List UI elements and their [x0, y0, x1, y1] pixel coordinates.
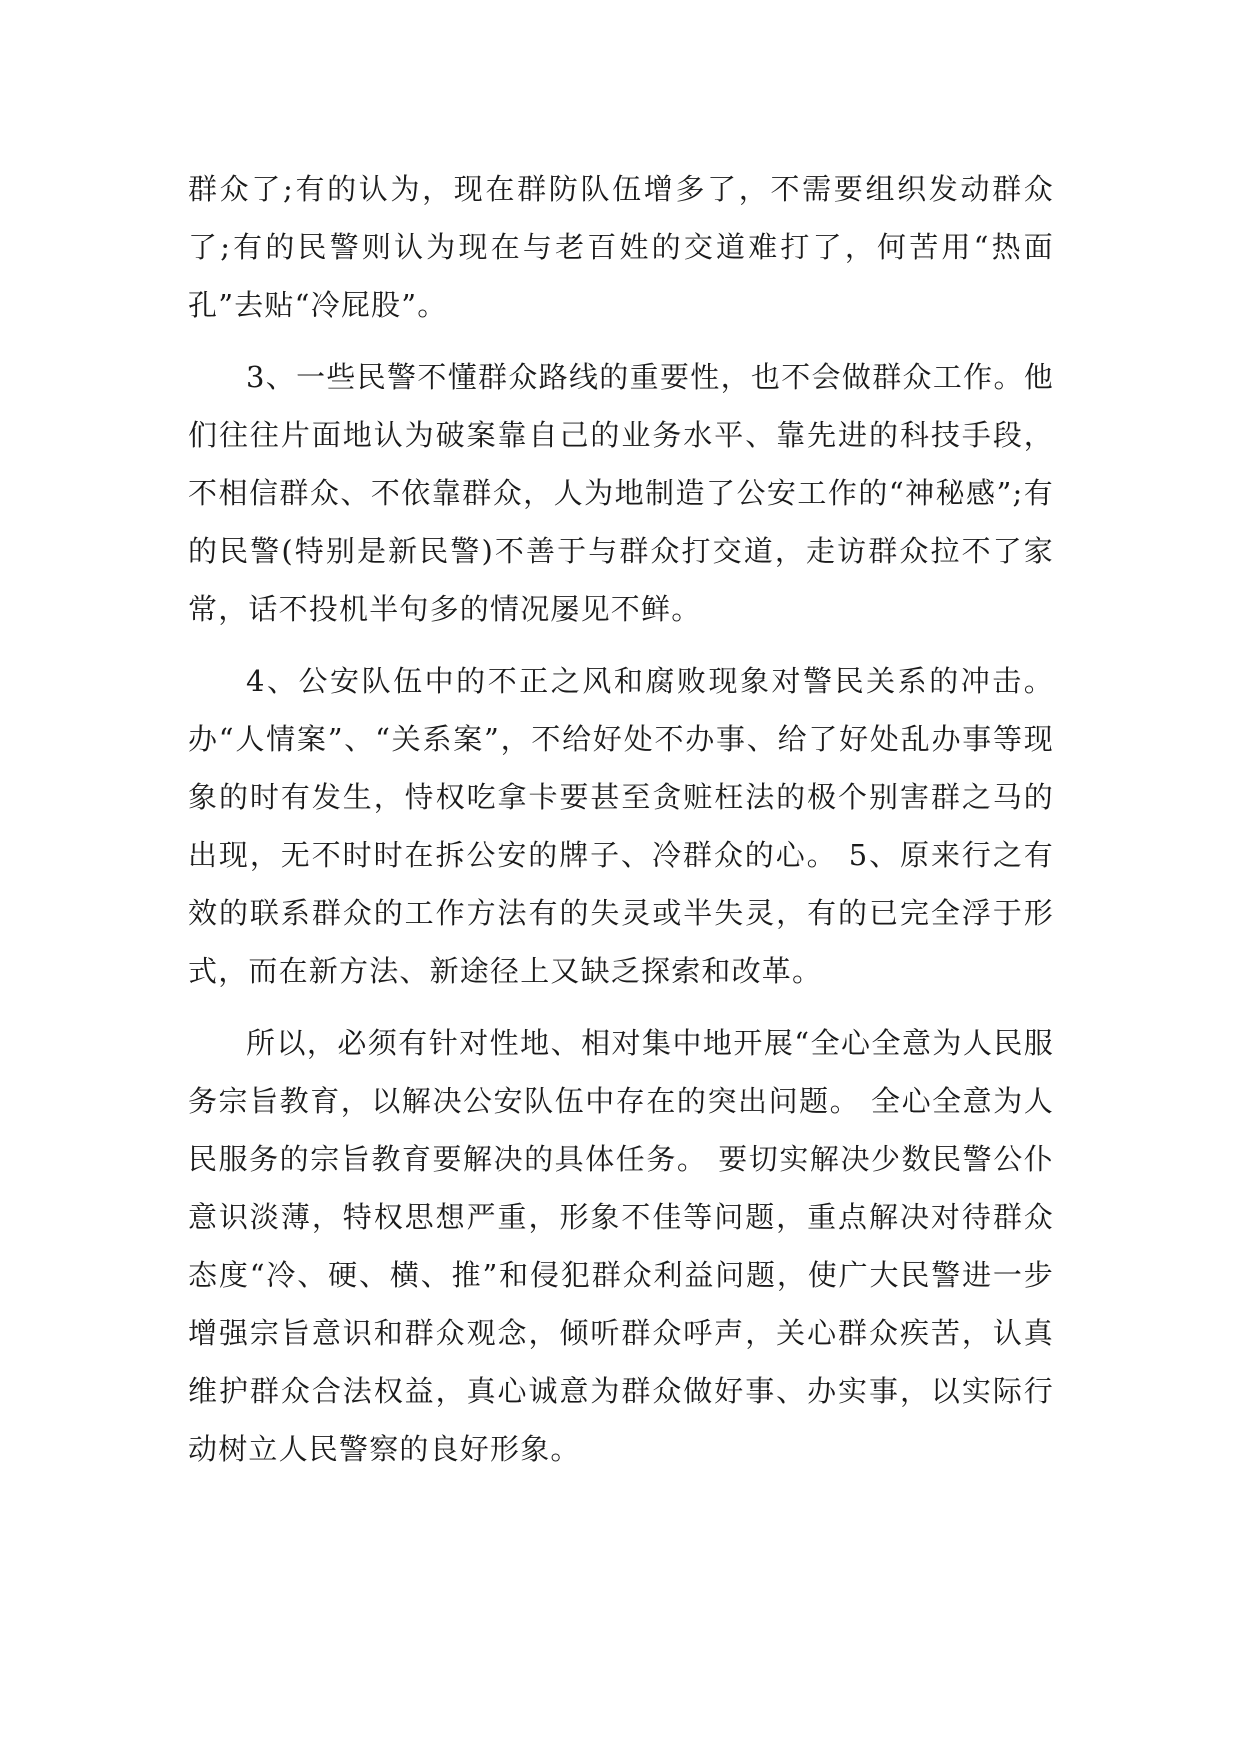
paragraph-conclusion: 所以，必须有针对性地、相对集中地开展“全心全意为人民服务宗旨教育，以解决公安队伍中存在的突出问题。 全心全意为人民服务的宗旨教育要解决的具体任务。 要切实解决少数民警公仆意识淡薄，特权思想严重，形象不佳等问题，重点解决对待群众态度“冷、硬、横、推”和侵犯群众利益问题，使广大民警进一步增强宗旨意识和群众观念，倾听群众呼声，关心群众疾苦，认真维护群众合法权益，真心诚意为群众做好事、办实事，以实际行动树立人民警察的良好形象。: [188, 1026, 1054, 1466]
paragraph-continuation: 群众了;有的认为，现在群防队伍增多了，不需要组织发动群众了;有的民警则认为现在与老百姓的交道难打了，何苦用“热面孔”去贴“冷屁股”。: [188, 172, 1054, 322]
paragraph-item-4-5: 4、公安队伍中的不正之风和腐败现象对警民关系的冲击。办“人情案”、“关系案”，不给好处不办事、给了好处乱办事等现象的时有发生，恃权吃拿卡要甚至贪赃枉法的极个别害群之马的出现，无不时时在拆公安的牌子、冷群众的心。 5、原来行之有效的联系群众的工作方法有的失灵或半失灵，有的已完全浮于形式，而在新方法、新途径上又缺乏探索和改革。: [188, 664, 1054, 988]
document-body: [188, 160, 1054, 1478]
paragraph-item-3: 3、一些民警不懂群众路线的重要性，也不会做群众工作。他们往往片面地认为破案靠自己的业务水平、靠先进的科技手段，不相信群众、不依靠群众，人为地制造了公安工作的“神秘感”;有的民警(特别是新民警)不善于与群众打交道，走访群众拉不了家常，话不投机半句多的情况屡见不鲜。: [188, 360, 1054, 626]
